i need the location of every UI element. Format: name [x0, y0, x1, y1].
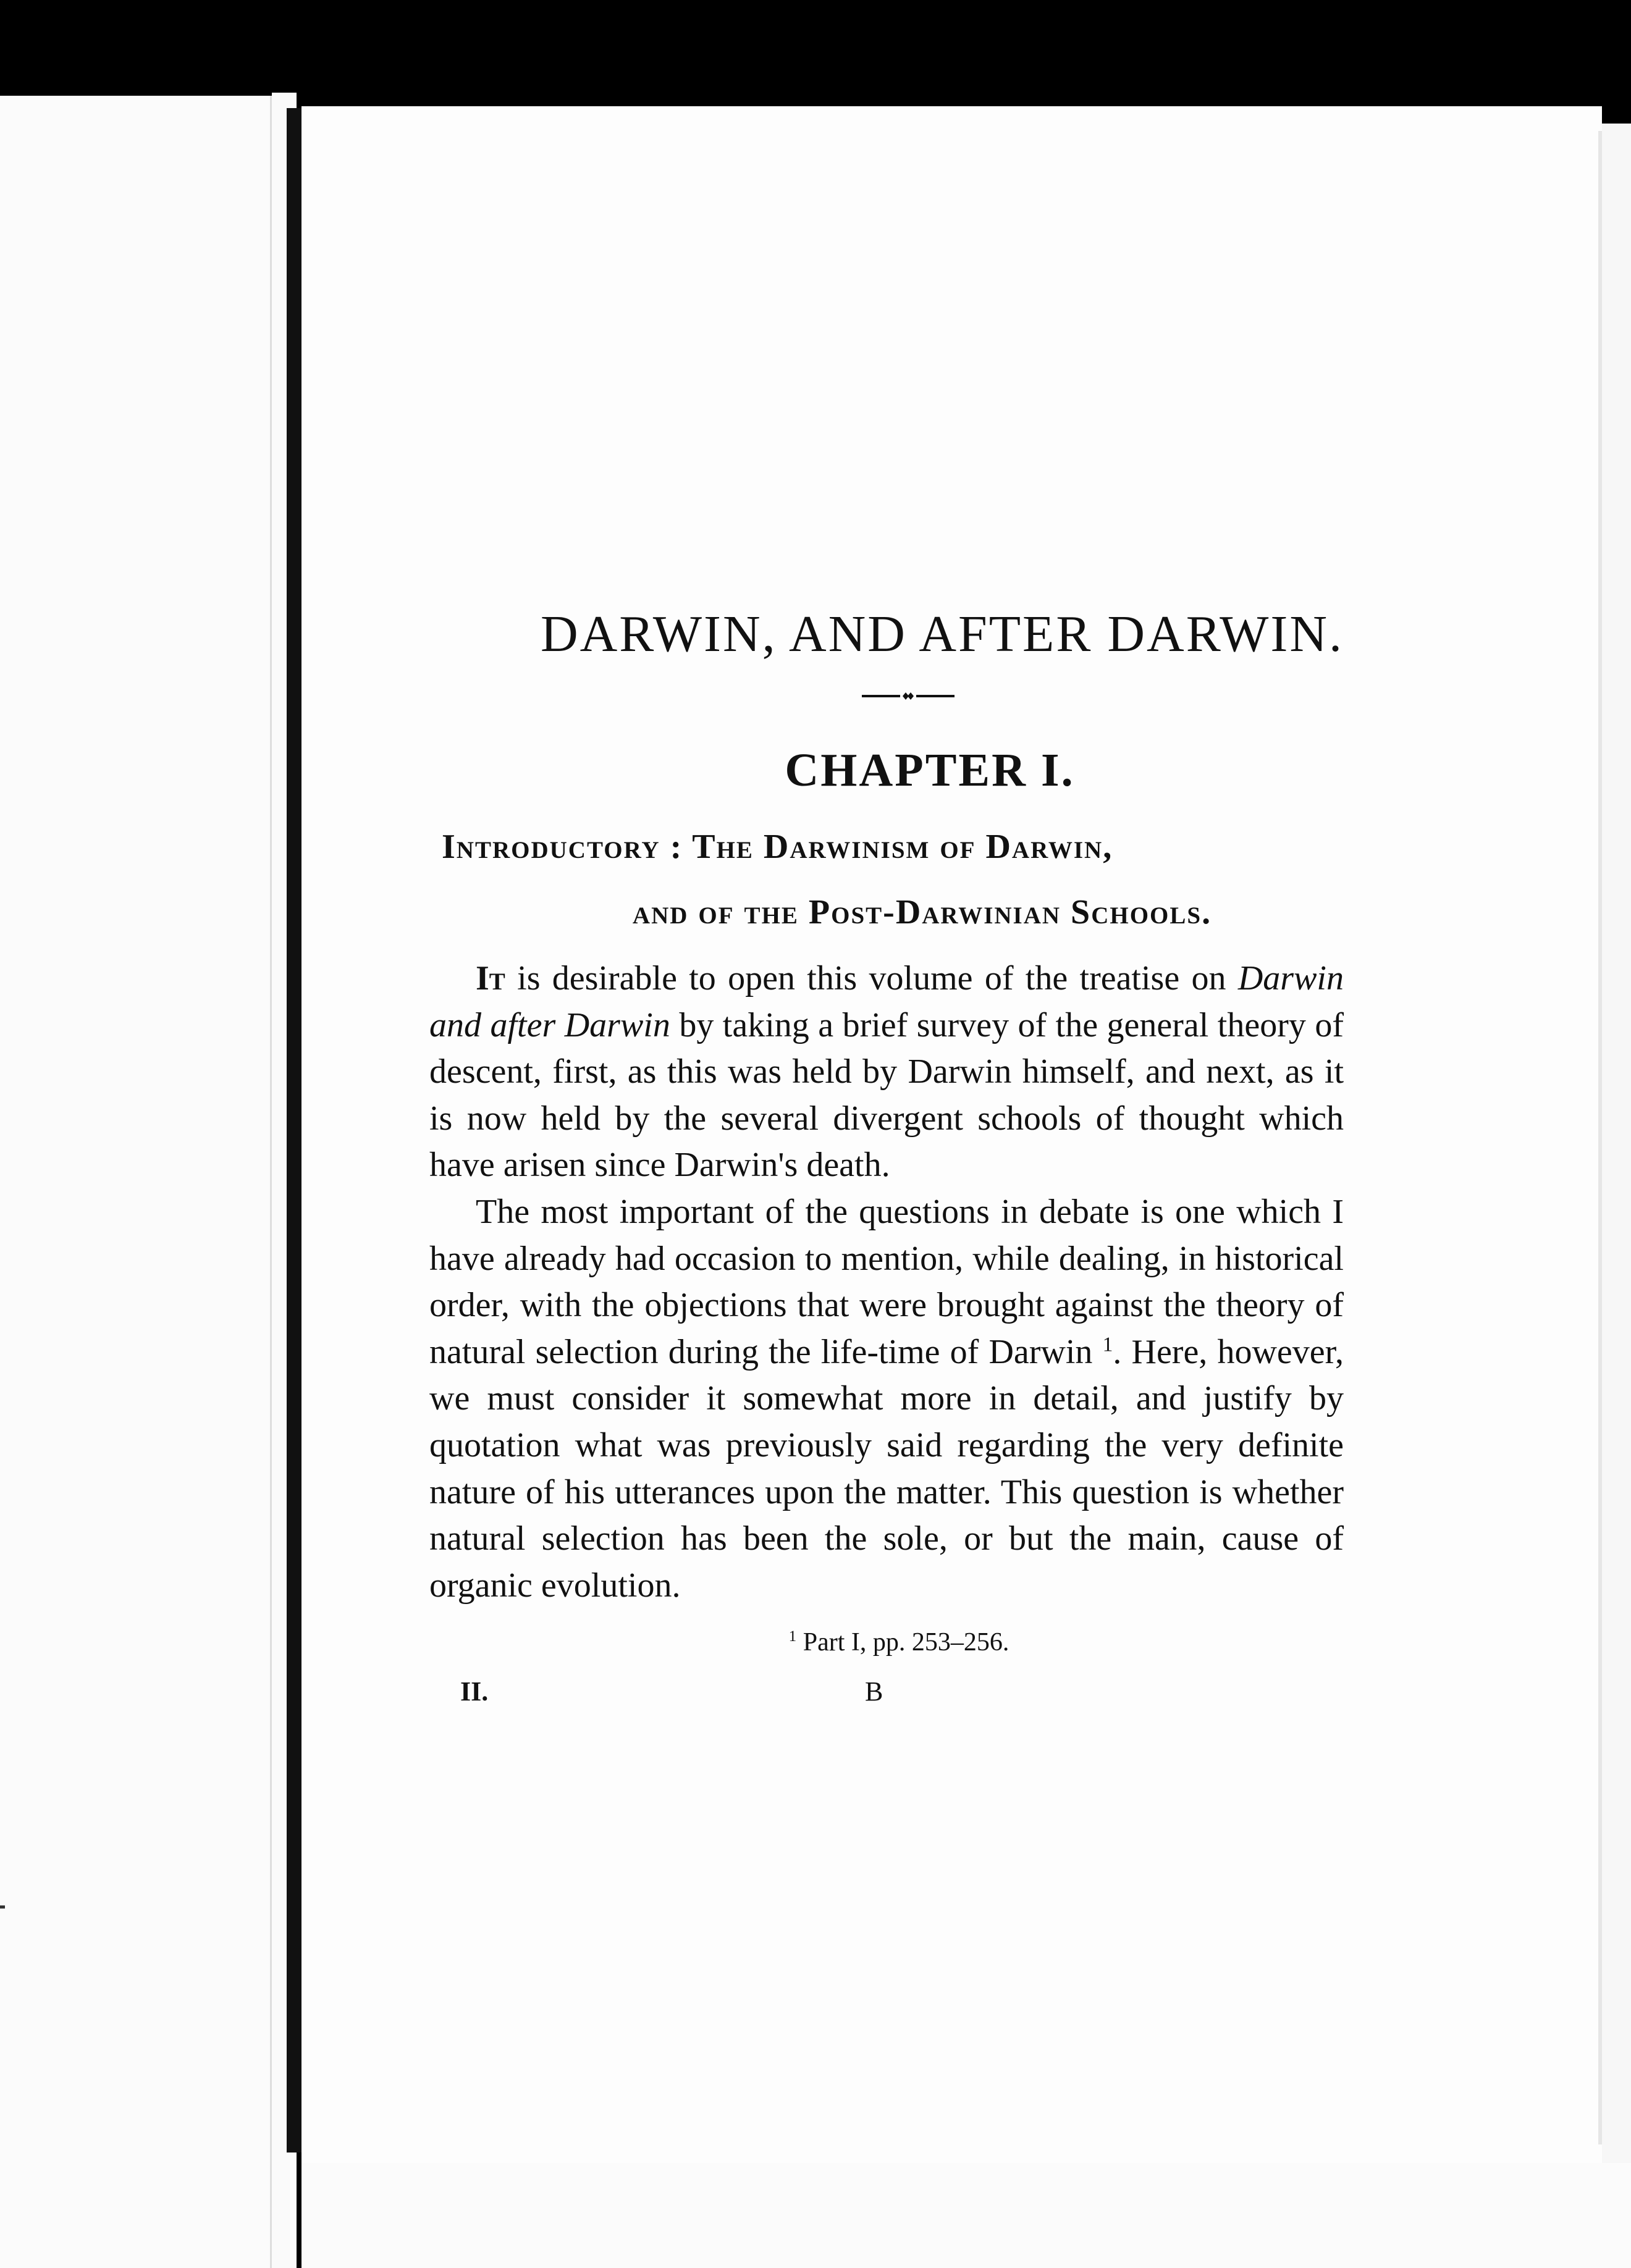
- paragraph-1-opening-words: It: [476, 959, 505, 998]
- chapter-subtitle-line-1: Introductory : The Darwinism of Darwin,: [442, 828, 1113, 866]
- paragraph-1-italic-title: Darwin and after Darwin: [429, 959, 1344, 1044]
- margin-mark: [0, 1905, 5, 1909]
- paragraph-2-text-start: The most important of the questions in debate is one which I have already had occasion to mention, while dealing, in historical order, with the objections that were brought against the theory of natural selection during the life-time of Darwin: [429, 1192, 1344, 1371]
- chapter-title: CHAPTER I.: [785, 744, 1075, 796]
- ornament-row: [429, 660, 1344, 747]
- page-bottom-margin: [301, 2163, 1631, 2268]
- paragraph-1-text-end: by taking a brief survey of the general theory of descent, first, as this was held by Darwin himself, and next, as it is now held by the several divergent schools of thought which have arisen since Darwin's death.: [429, 1006, 1344, 1185]
- footnote-reference: 1: [1102, 1333, 1113, 1356]
- page-content: [429, 605, 1344, 1713]
- signature-row: [429, 1676, 1344, 1713]
- chapter-subtitle-line-2: and of the Post-Darwinian Schools.: [632, 893, 1212, 931]
- book-title: DARWIN, AND AFTER DARWIN.: [540, 605, 1344, 663]
- binding-shadow: [287, 108, 301, 2152]
- footnote-text: Part I, pp. 253–256.: [796, 1628, 1009, 1657]
- diamond-rule-ornament-icon: [862, 662, 955, 705]
- page-edge-shadow: [1598, 131, 1602, 2144]
- paragraph-1-text-start: is desirable to open this volume of the treatise on: [505, 959, 1238, 998]
- volume-signature: II.: [460, 1676, 489, 1707]
- facing-page: [0, 96, 272, 2268]
- paragraph-2: [429, 1189, 1344, 1609]
- footnote-marker: 1: [788, 1628, 797, 1645]
- paragraph-2-text-end: . Here, however, we must consider it somewhat more in detail, and justify by quotation what was previously said regarding the very definite nature of his utterances upon the matter. This question is whether natural selection has been the sole, or but the main, cause of organic evolution.: [429, 1332, 1344, 1605]
- footnote: [429, 1628, 1344, 1657]
- page-right-margin: [1602, 124, 1631, 2268]
- paragraph-1: [429, 956, 1344, 1189]
- gathering-signature: B: [865, 1676, 883, 1707]
